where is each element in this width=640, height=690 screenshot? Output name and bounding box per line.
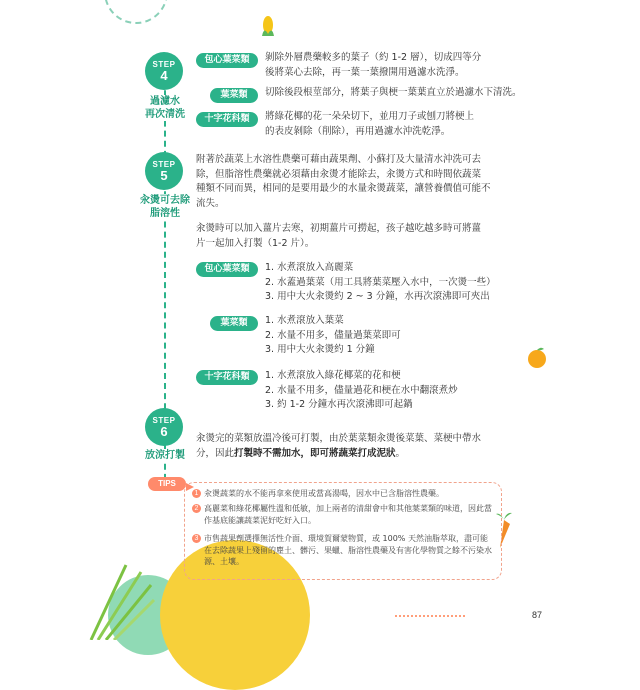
tip-item — [192, 488, 497, 500]
step-4-badge — [145, 52, 183, 90]
step-number: 5 — [160, 168, 168, 183]
step4-leafy-text — [265, 86, 522, 101]
step5-paragraph-1 — [196, 153, 491, 211]
list-item: 2. 水量不用多，儘量過花和梗在水中翻滾煮炒 — [265, 384, 458, 396]
orange-icon — [525, 345, 549, 369]
corn-icon — [258, 14, 278, 38]
step-6-title — [133, 449, 197, 462]
list-item: 1. 水煮滾放入高麗菜 — [265, 262, 354, 273]
text-line: 片一起加入打製（1-2 片）。 — [196, 237, 315, 249]
text-bold-emphasis: 打製時不需加水，即可將蔬菜打成泥狀 — [234, 447, 396, 459]
text-line: 汆燙完的菜類放溫冷後可打製，由於葉菜類汆燙後菜葉、菜梗中帶水 — [196, 433, 482, 444]
decorative-ring — [104, 0, 168, 24]
tip-text: 汆燙蔬菜的水不能再拿來使用或當高湯喝，因水中已含脂溶性農藥。 — [204, 489, 444, 498]
text-line — [196, 447, 481, 462]
step-label: STEP — [152, 60, 176, 69]
step-title-line: 放涼打製 — [145, 450, 185, 461]
text-line: 的表皮剝除（削除），再用過濾水沖洗乾淨。 — [265, 125, 451, 137]
list-item: 1. 水煮滾放入葉菜 — [265, 315, 344, 326]
list-item: 2. 水蓋過葉菜（用工具將葉菜壓入水中，一次燙一些） — [265, 276, 496, 288]
text-line: 附著於蔬菜上水溶性農藥可藉由蔬果劑、小蘇打及大量清水沖洗可去 — [196, 154, 482, 165]
list-item: 2. 水量不用多，儘量過葉菜即可 — [265, 329, 401, 341]
step-5-title — [133, 194, 197, 220]
tag-cruciferous: 十字花科類 — [196, 112, 258, 127]
step4-cabbage-text — [265, 51, 481, 80]
page-number: 87 — [532, 610, 543, 620]
step-number: 4 — [160, 68, 168, 83]
text-line: 汆燙時可以加入薑片去寒，初期薑片可撈起，孩子越吃越多時可將薑 — [196, 223, 482, 234]
text-line: 流失。 — [196, 197, 225, 209]
tip-text: 高麗菜和綠花椰屬性溫和低敏，加上兩者的清甜會中和其他葉菜類的味道，因此當作基底能讓蔬菜泥好吃好入口。 — [204, 504, 492, 525]
step-label: STEP — [152, 160, 176, 169]
list-item: 3. 約 1-2 分鐘水再次滾沸即可起鍋 — [265, 399, 413, 410]
tip-item — [192, 503, 497, 526]
text-line: 除，但脂溶性農藥就必須藉由汆燙才能除去，汆燙方式和時間依蔬菜 — [196, 168, 482, 180]
tip-number: 2 — [192, 504, 201, 513]
step6-text — [196, 432, 481, 461]
tag-cabbage: 包心葉菜類 — [196, 53, 258, 68]
step5-paragraph-2 — [196, 222, 481, 251]
step-6-badge — [145, 408, 183, 446]
tag-leafy: 葉菜類 — [210, 316, 258, 331]
text-plain: 。 — [395, 447, 406, 459]
tips-badge: TIPS — [148, 477, 186, 491]
scallion-icon — [86, 560, 156, 640]
tip-text: 市售蔬果劑選擇無活性介面、環境賀爾蒙物質，或 100% 天然油脂萃取，盡可能在去除蔬果上殘留的塵土、髒污、果蠟、脂溶性農藥及有害化學物質之餘不污染水源、土壤。 — [204, 534, 492, 566]
step-5-badge — [145, 152, 183, 190]
text-line: 將綠花椰的花一朵朵切下，並用刀子或刨刀將梗上 — [265, 111, 475, 122]
text-plain: 分，因此 — [196, 447, 235, 459]
step-number: 6 — [160, 424, 168, 439]
text-line: 後將菜心去除，再一葉一葉撥開用過濾水洗淨。 — [265, 66, 465, 78]
list-item: 3. 用中大火汆燙約 2 ~ 3 分鐘，水再次滾沸即可夾出 — [265, 291, 490, 302]
tag-cruciferous: 十字花科類 — [196, 370, 258, 385]
step5-leafy-list — [265, 314, 401, 358]
text-line: 剝除外層農藥較多的葉子（約 1-2 層），切成四等分 — [265, 52, 482, 63]
step4-cruciferous-text — [265, 110, 474, 139]
text-line: 種類不同而異，相同的是要用最少的水量汆燙蔬菜，讓營養價值可能不 — [196, 183, 491, 194]
step-4-title — [133, 95, 197, 121]
step5-cabbage-list — [265, 261, 496, 305]
step-title-line: 脂溶性 — [150, 208, 180, 219]
step-label: STEP — [152, 416, 176, 425]
tag-cabbage: 包心葉菜類 — [196, 262, 258, 277]
tip-item — [192, 533, 497, 568]
step-title-line: 汆燙可去除 — [140, 195, 190, 206]
tip-number: 1 — [192, 489, 201, 498]
step-title-line: 過濾水 — [150, 96, 180, 107]
list-item: 1. 水煮滾放入綠花椰菜的花和梗 — [265, 370, 401, 381]
text-line: 切除後段根莖部分，將葉子與梗一葉葉直立於過濾水下清洗。 — [265, 87, 522, 98]
step-title-line: 再次清洗 — [145, 109, 185, 120]
decorative-dotted-line — [395, 595, 465, 617]
list-item: 3. 用中大火汆燙約 1 分鐘 — [265, 344, 375, 355]
tip-number: 3 — [192, 534, 201, 543]
tag-leafy: 葉菜類 — [210, 88, 258, 103]
step5-cruciferous-list — [265, 369, 458, 413]
